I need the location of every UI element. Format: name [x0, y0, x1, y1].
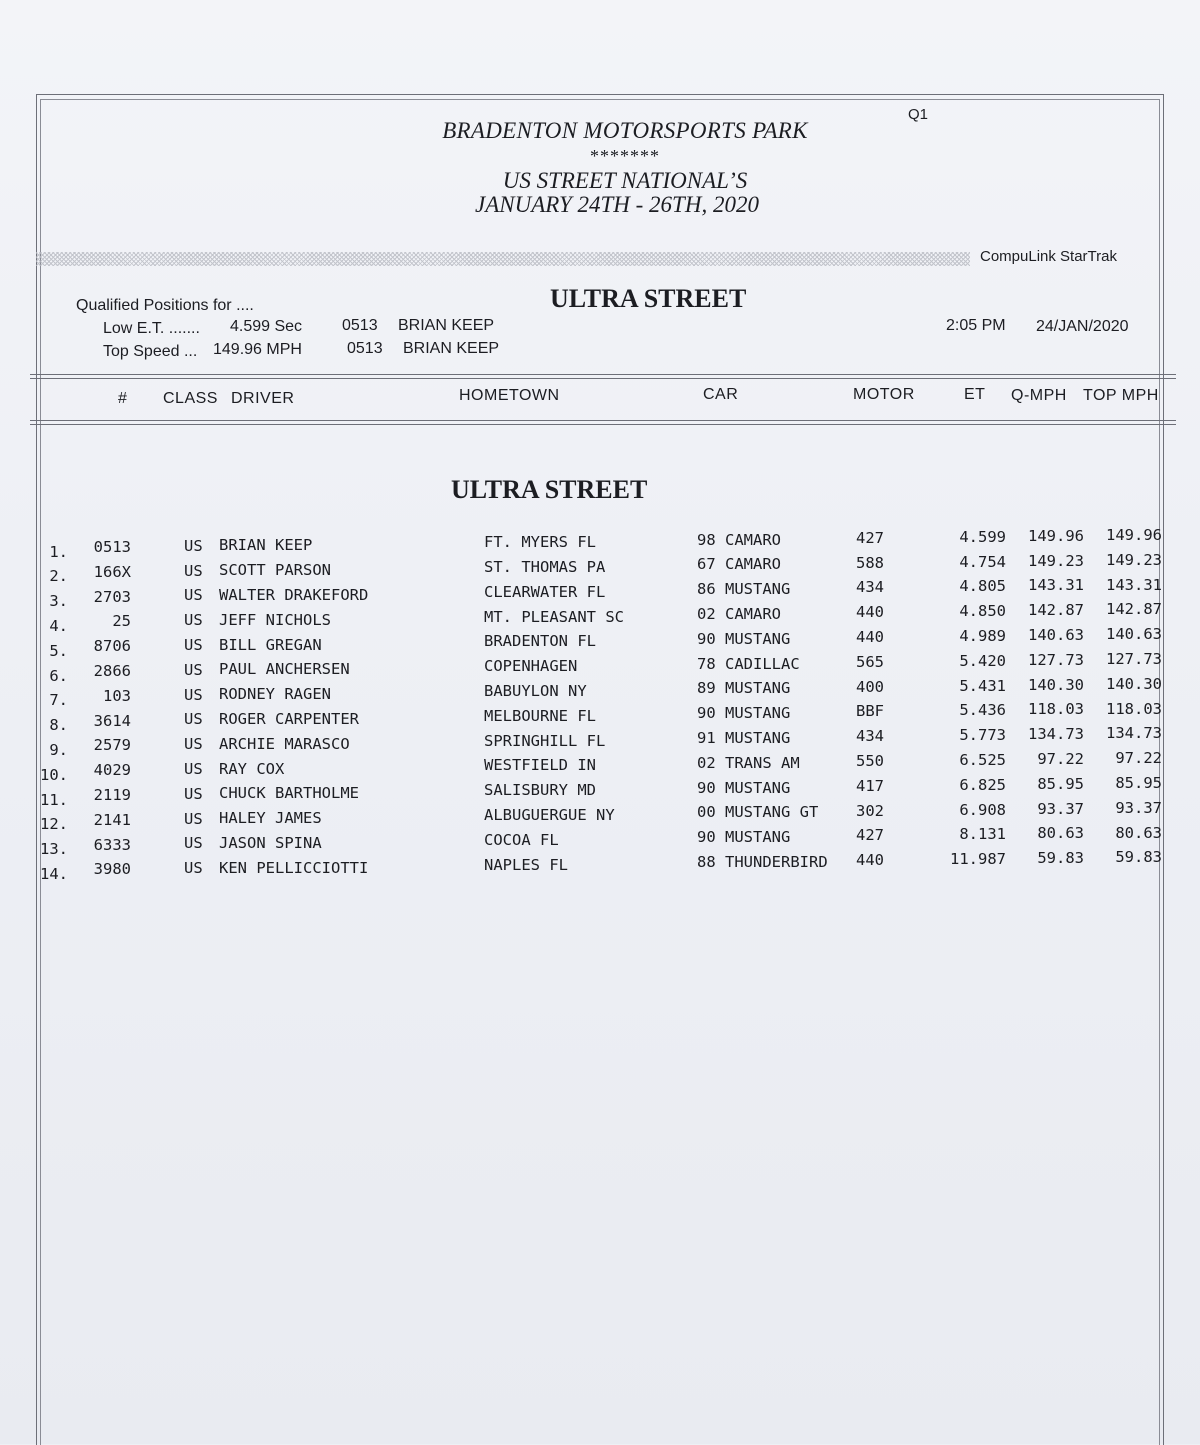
cell-hometown: MT. PLEASANT SC — [484, 607, 624, 626]
cell-class: US — [184, 834, 203, 853]
cell-topmph: 149.96 — [1106, 525, 1162, 544]
report-time: 2:05 PM — [946, 317, 1006, 334]
cell-qmph: 85.95 — [1037, 774, 1084, 793]
cell-class: US — [184, 759, 203, 778]
cell-class: US — [184, 710, 203, 729]
cell-motor: 427 — [856, 826, 884, 845]
cell-hometown: CLEARWATER FL — [484, 582, 606, 601]
cell-et: 5.420 — [959, 651, 1006, 670]
cell-motor: 400 — [856, 677, 884, 696]
cell-car-number: 25 — [112, 612, 131, 631]
cell-topmph: 93.37 — [1115, 798, 1162, 817]
cell-class: US — [184, 586, 203, 605]
cell-motor: 440 — [856, 603, 884, 622]
cell-car-number: 103 — [103, 686, 131, 705]
col-class: CLASS — [163, 390, 218, 407]
cell-qmph: 142.87 — [1028, 601, 1084, 620]
cell-driver: ARCHIE MARASCO — [219, 734, 350, 753]
cell-car: 90 MUSTANG — [697, 704, 791, 723]
cell-hometown: BRADENTON FL — [484, 632, 596, 651]
cell-driver: RODNEY RAGEN — [219, 685, 331, 704]
cell-hometown: BABUYLON NY — [484, 681, 587, 700]
cell-position: 5. — [49, 641, 68, 660]
cell-et: 4.850 — [959, 602, 1006, 621]
cell-motor: 434 — [856, 578, 884, 597]
cell-position: 1. — [49, 542, 68, 561]
cell-motor: 588 — [856, 553, 884, 572]
cell-driver: KEN PELLICCIOTTI — [219, 858, 369, 877]
col-number: # — [118, 390, 128, 407]
cell-hometown: SALISBURY MD — [484, 781, 596, 800]
cell-et: 6.908 — [959, 800, 1006, 819]
cell-car-number: 2119 — [93, 785, 131, 804]
cell-car-number: 3614 — [93, 711, 131, 730]
header-rule-top — [30, 374, 1176, 375]
section-title: ULTRA STREET — [451, 475, 648, 504]
cell-car-number: 2141 — [93, 810, 131, 829]
cell-hometown: ST. THOMAS PA — [484, 557, 606, 576]
low-et-car: 0513 — [342, 317, 378, 334]
cell-motor: 550 — [856, 751, 884, 770]
cell-car: 02 CAMARO — [697, 605, 781, 624]
cell-motor: 427 — [856, 528, 884, 547]
cell-et: 6.825 — [959, 775, 1006, 794]
cell-car: 91 MUSTANG — [697, 729, 791, 748]
cell-class: US — [184, 735, 203, 754]
cell-et: 4.805 — [959, 577, 1006, 596]
cell-driver: BILL GREGAN — [219, 635, 322, 654]
cell-hometown: NAPLES FL — [484, 855, 568, 874]
track-name: BRADENTON MOTORSPORTS PARK — [442, 118, 808, 143]
cell-et: 8.131 — [959, 825, 1006, 844]
cell-et: 4.989 — [959, 626, 1006, 645]
cell-driver: RAY COX — [219, 759, 285, 778]
cell-position: 12. — [40, 815, 68, 834]
cell-topmph: 80.63 — [1115, 823, 1162, 842]
cell-qmph: 143.31 — [1028, 576, 1084, 595]
cell-class: US — [184, 561, 203, 580]
cell-et: 6.525 — [959, 750, 1006, 769]
cell-car: 98 CAMARO — [697, 530, 781, 549]
cell-class: US — [184, 611, 203, 630]
cell-car-number: 3980 — [93, 860, 131, 879]
cell-qmph: 149.96 — [1028, 526, 1084, 545]
cell-position: 13. — [40, 840, 68, 859]
cell-et: 5.436 — [959, 701, 1006, 720]
cell-topmph: 143.31 — [1106, 575, 1162, 594]
cell-motor: 565 — [856, 652, 884, 671]
cell-topmph: 127.73 — [1106, 649, 1162, 668]
col-motor: MOTOR — [853, 386, 915, 403]
cell-qmph: 149.23 — [1028, 551, 1084, 570]
event-dates: JANUARY 24TH - 26TH, 2020 — [475, 192, 759, 217]
cell-et: 5.431 — [959, 676, 1006, 695]
cell-class: US — [184, 660, 203, 679]
cell-driver: SCOTT PARSON — [219, 561, 331, 580]
cell-qmph: 140.63 — [1028, 626, 1084, 644]
cell-qmph: 80.63 — [1037, 824, 1084, 843]
cell-driver: JEFF NICHOLS — [219, 610, 331, 629]
cell-topmph: 97.22 — [1115, 749, 1162, 768]
low-et-label: Low E.T. ....... — [103, 320, 200, 337]
cell-topmph: 134.73 — [1106, 724, 1162, 743]
cell-car: 86 MUSTANG — [697, 580, 791, 599]
col-qmph: Q-MPH — [1011, 387, 1067, 404]
cell-driver: WALTER DRAKEFORD — [219, 585, 369, 604]
cell-car: 67 CAMARO — [697, 555, 781, 574]
cell-hometown: ALBUGUERGUE NY — [484, 805, 615, 824]
cell-position: 11. — [40, 790, 68, 809]
cell-hometown: SPRINGHILL FL — [484, 731, 606, 750]
cell-motor: 440 — [856, 851, 884, 870]
top-speed-label: Top Speed ... — [103, 343, 198, 360]
col-topmph: TOP MPH — [1083, 387, 1159, 404]
header-rule-top-2 — [30, 378, 1176, 379]
cell-class: US — [184, 859, 203, 878]
cell-qmph: 93.37 — [1037, 799, 1084, 818]
cell-car-number: 2703 — [93, 587, 131, 606]
cell-et: 11.987 — [950, 850, 1006, 869]
cell-car: 90 MUSTANG — [697, 828, 791, 847]
cell-car-number: 2579 — [93, 736, 131, 755]
cell-topmph: 142.87 — [1106, 600, 1162, 619]
cell-topmph: 59.83 — [1115, 848, 1162, 867]
cell-motor: 302 — [856, 801, 884, 820]
cell-hometown: WESTFIELD IN — [484, 756, 596, 775]
cell-car-number: 4029 — [93, 761, 131, 780]
col-et: ET — [964, 386, 986, 403]
cell-motor: BBF — [856, 702, 884, 721]
cell-car: 90 MUSTANG — [697, 629, 791, 648]
cell-car-number: 6333 — [93, 835, 131, 854]
cell-topmph: 85.95 — [1115, 773, 1162, 792]
cell-car: 88 THUNDERBIRD — [697, 853, 828, 872]
cell-et: 5.773 — [959, 726, 1006, 745]
cell-driver: BRIAN KEEP — [219, 536, 313, 555]
cell-topmph: 140.30 — [1106, 674, 1162, 693]
top-speed-driver: BRIAN KEEP — [403, 340, 500, 357]
event-name: US STREET NATIONAL’S — [502, 168, 748, 193]
cell-position: 7. — [49, 691, 68, 710]
cell-class: US — [184, 635, 203, 654]
cell-et: 4.599 — [959, 527, 1006, 546]
cell-hometown: MELBOURNE FL — [484, 706, 596, 725]
cell-topmph: 118.03 — [1106, 699, 1162, 718]
cell-class: US — [184, 685, 203, 704]
cell-position: 8. — [49, 716, 68, 735]
cell-car: 89 MUSTANG — [697, 679, 791, 698]
cell-driver: CHUCK BARTHOLME — [219, 784, 359, 803]
cell-topmph: 140.63 — [1106, 625, 1162, 644]
cell-qmph: 127.73 — [1028, 650, 1084, 669]
cell-driver: JASON SPINA — [219, 833, 322, 852]
cell-car-number: 8706 — [93, 637, 131, 656]
cell-driver: ROGER CARPENTER — [219, 709, 359, 728]
top-speed-car: 0513 — [347, 340, 383, 357]
hatched-divider — [36, 252, 970, 266]
cell-car-number: 2866 — [93, 661, 131, 680]
cell-position: 2. — [49, 567, 68, 586]
cell-driver: HALEY JAMES — [219, 809, 322, 828]
timing-system-label: CompuLink StarTrak — [980, 248, 1117, 265]
cell-driver: PAUL ANCHERSEN — [219, 660, 350, 679]
cell-class: US — [184, 536, 203, 555]
top-speed-value: 149.96 MPH — [213, 341, 302, 358]
cell-car: 90 MUSTANG — [697, 778, 791, 797]
cell-position: 14. — [40, 864, 68, 883]
col-hometown: HOMETOWN — [459, 387, 560, 404]
cell-position: 9. — [49, 740, 68, 759]
cell-hometown: COCOA FL — [484, 830, 559, 849]
col-car: CAR — [703, 386, 739, 403]
cell-car: 00 MUSTANG GT — [697, 803, 819, 822]
cell-class: US — [184, 784, 203, 803]
round-label: Q1 — [908, 106, 929, 123]
cell-motor: 417 — [856, 776, 884, 795]
header-rule-bottom — [30, 420, 1176, 421]
cell-qmph: 140.30 — [1028, 675, 1084, 694]
cell-position: 10. — [40, 765, 68, 784]
cell-motor: 440 — [856, 627, 884, 646]
low-et-value: 4.599 Sec — [230, 318, 303, 335]
cell-car: 78 CADILLAC — [697, 654, 800, 673]
low-et-driver: BRIAN KEEP — [398, 317, 495, 334]
cell-qmph: 134.73 — [1028, 725, 1084, 744]
cell-car: 02 TRANS AM — [697, 753, 800, 772]
cell-class: US — [184, 809, 203, 828]
report-date: 24/JAN/2020 — [1036, 318, 1129, 335]
cell-topmph: 149.23 — [1106, 550, 1162, 569]
cell-motor: 434 — [856, 727, 884, 746]
cell-position: 4. — [49, 616, 68, 635]
cell-position: 3. — [49, 592, 68, 611]
cell-qmph: 118.03 — [1028, 700, 1084, 719]
cell-car-number: 166X — [93, 562, 131, 581]
cell-qmph: 59.83 — [1037, 849, 1084, 868]
cell-et: 4.754 — [959, 552, 1006, 571]
star-divider: ******* — [590, 146, 660, 166]
class-title: ULTRA STREET — [550, 284, 747, 313]
col-driver: DRIVER — [231, 390, 295, 407]
header-rule-bottom-2 — [30, 424, 1176, 425]
cell-car-number: 0513 — [93, 537, 131, 556]
cell-qmph: 97.22 — [1037, 750, 1084, 768]
cell-hometown: FT. MYERS FL — [484, 533, 596, 552]
cell-hometown: COPENHAGEN — [484, 657, 578, 676]
cell-position: 6. — [49, 666, 68, 685]
qualified-positions-label: Qualified Positions for .... — [76, 297, 254, 314]
